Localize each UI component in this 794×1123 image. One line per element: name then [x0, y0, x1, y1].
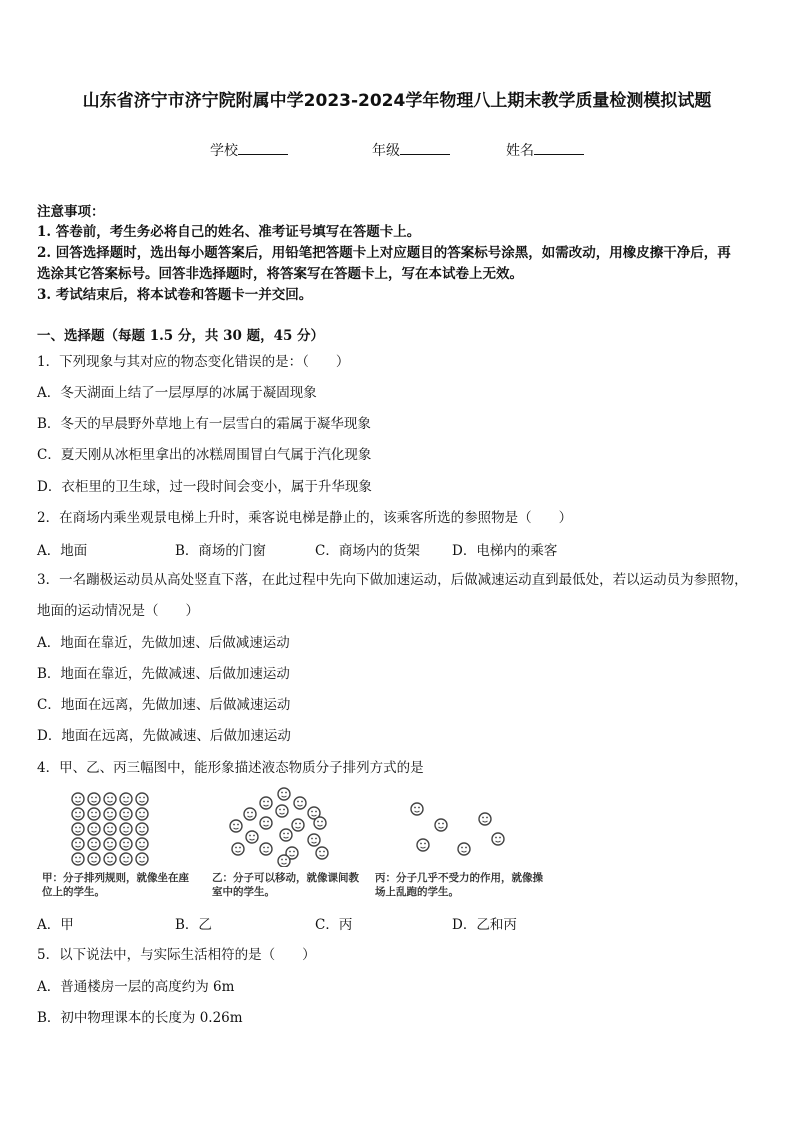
molecule-face	[88, 853, 100, 865]
molecule-face	[88, 808, 100, 820]
molecule-face	[136, 808, 148, 820]
notice-item: 2. 回答选择题时，选出每小题答案后，用铅笔把答题卡上对应题目的答案标号涂黑，如需改动，用橡皮擦干净后，再	[37, 245, 731, 261]
option-a[interactable]: A．普通楼房一层的高度约为 6m	[37, 979, 235, 995]
option-b[interactable]: B．地面在靠近，先做减速、后做加速运动	[37, 666, 290, 682]
name-blank[interactable]	[534, 140, 584, 155]
molecule-face	[88, 823, 100, 835]
molecule-face	[104, 808, 116, 820]
school-field[interactable]	[210, 140, 288, 160]
molecule-face	[72, 823, 84, 835]
question-stem: 2．在商场内乘坐观景电梯上升时，乘客说电梯是静止的，该乘客所选的参照物是（ ）	[37, 510, 573, 526]
molecule-face	[104, 838, 116, 850]
option-b[interactable]: B．乙	[175, 917, 212, 933]
question-stem: 1．下列现象与其对应的物态变化错误的是：（ ）	[37, 354, 350, 370]
name-field[interactable]	[506, 140, 584, 160]
option-c[interactable]: C．夏天刚从冰柜里拿出的冰糕周围冒白气属于汽化现象	[37, 447, 372, 463]
option-c[interactable]: C．丙	[315, 917, 353, 933]
grade-field[interactable]	[372, 140, 450, 160]
liquid-molecules	[230, 788, 328, 867]
molecule-face	[72, 793, 84, 805]
option-b[interactable]: B．冬天的早晨野外草地上有一层雪白的霜属于凝华现象	[37, 416, 371, 432]
question-stem: 3．一名蹦极运动员从高处竖直下落，在此过程中先向下做加速运动，后做减速运动直到最低处，若以运动员为参照物，	[37, 572, 748, 588]
notice-item: 选涂其它答案标号。回答非选择题时，将答案写在答题卡上，写在本试卷上无效。	[37, 266, 523, 282]
option-a[interactable]: A．地面在靠近，先做加速、后做减速运动	[37, 635, 290, 651]
option-a[interactable]: A．甲	[37, 917, 74, 933]
molecule-face	[120, 853, 132, 865]
gas-molecules	[411, 803, 504, 855]
option-d[interactable]: D．衣柜里的卫生球，过一段时间会变小，属于升华现象	[37, 479, 372, 495]
molecule-face	[104, 853, 116, 865]
question-stem-continued: 地面的运动情况是（ ）	[37, 603, 199, 619]
option-c[interactable]: C．地面在远离，先做加速、后做减速运动	[37, 697, 291, 713]
molecule-face	[104, 823, 116, 835]
option-b[interactable]: B．商场的门窗	[175, 543, 266, 559]
notice-item: 1. 答卷前，考生务必将自己的姓名、准考证号填写在答题卡上。	[37, 224, 421, 240]
molecule-face	[136, 838, 148, 850]
molecule-diagram	[60, 787, 550, 867]
option-d[interactable]: D．电梯内的乘客	[452, 543, 558, 559]
molecule-face	[136, 793, 148, 805]
molecule-face	[72, 838, 84, 850]
molecule-face	[88, 793, 100, 805]
figure-caption-jia: 甲：分子排列规则，就像坐在座位上的学生。	[42, 872, 189, 898]
molecule-face	[120, 838, 132, 850]
figure-caption-bing: 丙：分子几乎不受力的作用，就像操场上乱跑的学生。	[375, 872, 543, 898]
molecule-face	[72, 853, 84, 865]
molecule-face	[136, 853, 148, 865]
page-title: 山东省济宁市济宁院附属中学2023-2024学年物理八上期末教学质量检测模拟试题	[82, 91, 712, 111]
option-d[interactable]: D．乙和丙	[452, 917, 517, 933]
molecule-face	[88, 838, 100, 850]
question-stem: 5．以下说法中，与实际生活相符的是（ ）	[37, 947, 316, 963]
option-d[interactable]: D．地面在远离，先做减速、后做加速运动	[37, 728, 291, 744]
notice-heading: 注意事项：	[37, 204, 105, 220]
molecule-face	[136, 823, 148, 835]
school-blank[interactable]	[238, 140, 288, 155]
grade-label: 年级	[372, 143, 400, 159]
molecule-face	[120, 823, 132, 835]
notice-item: 3. 考试结束后，将本试卷和答题卡一并交回。	[37, 287, 313, 303]
option-a[interactable]: A．地面	[37, 543, 88, 559]
molecule-face	[120, 808, 132, 820]
name-label: 姓名	[506, 143, 534, 159]
question-stem: 4．甲、乙、丙三幅图中，能形象描述液态物质分子排列方式的是	[37, 760, 424, 776]
section-heading: 一、选择题（每题 1.5 分，共 30 题，45 分）	[37, 328, 325, 344]
figure-caption-yi: 乙：分子可以移动，就像课间教室中的学生。	[212, 872, 359, 898]
option-a[interactable]: A．冬天湖面上结了一层厚厚的冰属于凝固现象	[37, 385, 317, 401]
option-b[interactable]: B．初中物理课本的长度为 0.26m	[37, 1010, 243, 1026]
solid-molecules	[72, 793, 148, 865]
grade-blank[interactable]	[400, 140, 450, 155]
option-c[interactable]: C．商场内的货架	[315, 543, 420, 559]
molecule-face	[120, 793, 132, 805]
school-label: 学校	[210, 143, 238, 159]
molecule-face	[104, 793, 116, 805]
molecule-arrangement-figure	[42, 787, 550, 899]
molecule-face	[72, 808, 84, 820]
